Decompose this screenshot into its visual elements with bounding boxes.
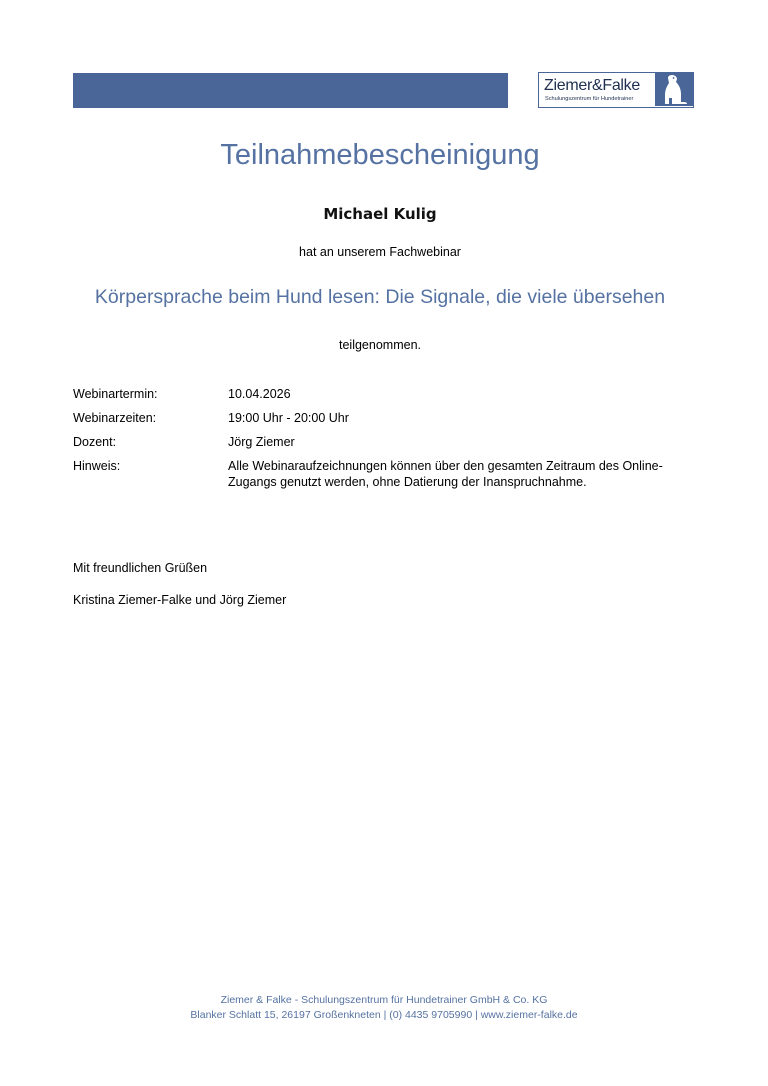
signature-names: Kristina Ziemer-Falke und Jörg Ziemer bbox=[73, 593, 287, 607]
detail-value: Jörg Ziemer bbox=[228, 435, 295, 449]
footer-company: Ziemer & Falke - Schulungszentrum für Hundetrainer GmbH & Co. KG bbox=[220, 994, 548, 1006]
detail-row-lecturer bbox=[73, 434, 693, 450]
detail-label: Hinweis: bbox=[73, 459, 121, 473]
footer bbox=[0, 993, 768, 1023]
detail-label: Dozent: bbox=[73, 435, 117, 449]
detail-value: Alle Webinaraufzeichnungen können über den gesamten Zeitraum des Online-Zugangs genutzt werden, ohne Datierung der Inanspruchnahme. bbox=[228, 459, 663, 489]
certificate-title: Teilnahmebescheinigung bbox=[220, 139, 540, 171]
dog-icon bbox=[655, 73, 693, 106]
participant-name: Michael Kulig bbox=[323, 205, 437, 223]
detail-label: Webinarzeiten: bbox=[73, 411, 157, 425]
detail-value: 10.04.2026 bbox=[228, 387, 291, 401]
header-bar bbox=[73, 73, 508, 108]
detail-row-times bbox=[73, 410, 693, 426]
detail-row-date bbox=[73, 386, 693, 402]
logo-name: Ziemer&Falke bbox=[544, 77, 640, 94]
logo-tagline: Schulungszentrum für Hundetrainer bbox=[545, 96, 634, 102]
detail-value: 19:00 Uhr - 20:00 Uhr bbox=[228, 411, 349, 425]
details-list bbox=[73, 386, 693, 498]
intro-text: hat an unserem Fachwebinar bbox=[299, 245, 461, 259]
detail-row-note bbox=[73, 458, 693, 490]
detail-label: Webinartermin: bbox=[73, 387, 158, 401]
outro-text: teilgenommen. bbox=[339, 338, 421, 352]
webinar-title: Körpersprache beim Hund lesen: Die Signale, die viele übersehen bbox=[94, 286, 666, 308]
company-logo bbox=[538, 72, 694, 108]
footer-address: Blanker Schlatt 15, 26197 Großenkneten | (0) 4435 9705990 | www.ziemer-falke.de bbox=[190, 1009, 578, 1021]
closing-greeting: Mit freundlichen Grüßen bbox=[73, 561, 208, 575]
